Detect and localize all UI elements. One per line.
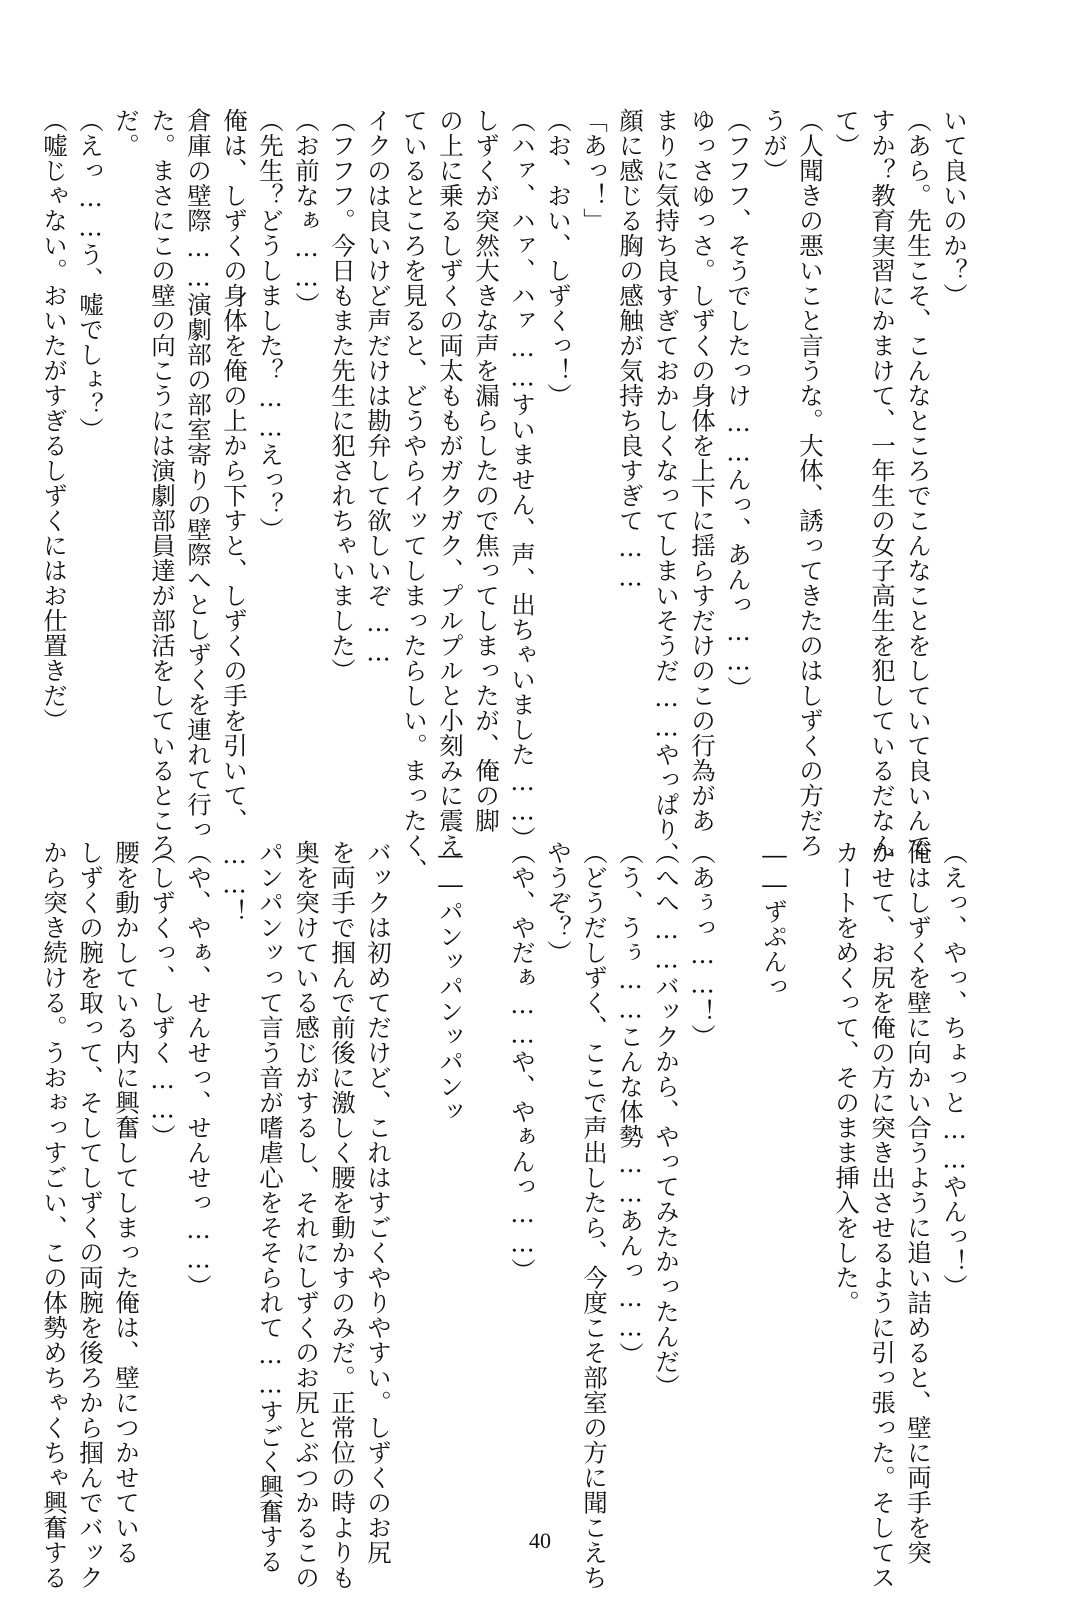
text-line: （先生？どうしました？……えっ？）: [256, 108, 285, 542]
text-line: の上に乗るしずくの両太ももがガクガク、プルプルと小刻みに震え: [436, 108, 465, 858]
page-number: 40: [529, 1528, 551, 1553]
text-line: カートをめくって、そのまま挿入をした。: [832, 840, 861, 1315]
text-line: （人聞きの悪いこと言うな。大体、誘ってきたのはしずくの方だろ: [796, 108, 825, 858]
text-line: （しずくっ、しずく……）: [148, 840, 177, 1149]
text-line: 俺は、しずくの身体を俺の上から下すと、しずくの手を引いて、: [220, 108, 249, 833]
text-line: バックは初めてだけど、これはすごくやりやすい。しずくのお尻: [364, 840, 393, 1565]
text-line: [468, 840, 504, 1480]
text-line: やうぞ？）: [544, 840, 573, 965]
text-line: （へへ……バックから、やってみたかったんだ）: [652, 840, 681, 1399]
text-line: （フフフ。今日もまた先生に犯されちゃいました）: [328, 108, 357, 683]
text-line: （お、おい、しずくっ！）: [544, 108, 573, 408]
text-line: パンパンッって言う音が嗜虐心をそそられて……すごく興奮する: [256, 840, 285, 1574]
text-line: だ。: [112, 108, 141, 158]
text-line: を両手で掴んで前後に激しく腰を動かすのみだ。正常位の時よりも: [328, 840, 357, 1590]
text-line: （や、やぁ、せんせっ、せんせっ……）: [184, 840, 213, 1299]
text-line: （えっ、やっ、ちょっと……やんっ！）: [940, 840, 969, 1299]
text-line: 顔に感じる胸の感触が気持ち良すぎて……: [616, 108, 645, 592]
text-line: （お前なぁ……）: [292, 108, 321, 317]
text-line: 俺はしずくを壁に向かい合うように追い詰めると、壁に両手を突: [904, 840, 933, 1565]
text-line: ――ずぷんっ: [760, 840, 789, 999]
text-line: （あぅっ……！）: [688, 840, 717, 1049]
text-line: 「あっ！」: [580, 108, 609, 233]
upper-text-block: [40, 108, 972, 883]
text-line: まりに気持ち良すぎておかしくなってしまいそうだ……やっぱり、: [652, 108, 681, 867]
text-line: （嘘じゃない。おいたがすぎるしずくにはお仕置きだ）: [40, 108, 69, 733]
text-line: すか？教育実習にかまけて、一年生の女子高生を犯しているだなん: [868, 108, 897, 858]
text-line: [720, 840, 756, 1480]
text-line: ――パンッパンッパンッ: [436, 840, 465, 1124]
text-line: しずくが突然大きな声を漏らしたので焦ってしまったが、俺の脚: [472, 108, 501, 833]
text-line: かせて、お尻を俺の方に突き出させるように引っ張った。そしてス: [868, 840, 897, 1590]
text-line: から突き続ける。うおぉっすごい、この体勢めちゃくちゃ興奮する: [40, 840, 69, 1590]
text-line: しずくの腕を取って、そしてしずくの両腕を後ろから掴んでバック: [76, 840, 105, 1590]
text-line: いて良いのか？）: [940, 108, 969, 308]
text-line: （あら。先生こそ、こんなところでこんなことをしていて良いんで: [904, 108, 933, 858]
text-line: （えっ……う、嘘でしょ？）: [76, 108, 105, 442]
text-line: （フフフ、そうでしたっけ……んっ、あんっ……）: [724, 108, 753, 701]
text-line: た。まさにこの壁の向こうには演劇部員達が部活をしているところ: [148, 108, 177, 858]
text-line: ゆっさゆっさ。しずくの身体を上下に揺らすだけのこの行為があ: [688, 108, 717, 833]
text-line: [792, 840, 828, 1480]
text-line: うが）: [760, 108, 789, 183]
text-line: 腰を動かしている内に興奮してしまった俺は、壁につかせている: [112, 840, 141, 1565]
text-line: イクのは良いけど声だけは勘弁して欲しいぞ……: [364, 108, 393, 667]
text-line: （や、やだぁ……や、やぁんっ……）: [508, 840, 537, 1283]
text-line: （う、うぅ……こんな体勢……あんっ……）: [616, 840, 645, 1367]
text-line: ……！: [220, 840, 249, 924]
text-line: （どうだしずく、ここで声出したら、今度こそ部室の方に聞こえち: [580, 840, 609, 1590]
text-line: ているところを見ると、どうやらイッてしまったらしい。まったく、: [400, 108, 429, 883]
text-line: て）: [832, 108, 861, 158]
text-line: 奥を突けている感じがするし、それにしずくのお尻とぶつかるこの: [292, 840, 321, 1590]
text-line: 倉庫の壁際……演劇部の部室寄りの壁際へとしずくを連れて行っ: [184, 108, 213, 842]
text-line: （ハァ、ハァ、ハァ……すいません、声、出ちゃいました……）: [508, 108, 537, 851]
text-line: [396, 840, 432, 1480]
